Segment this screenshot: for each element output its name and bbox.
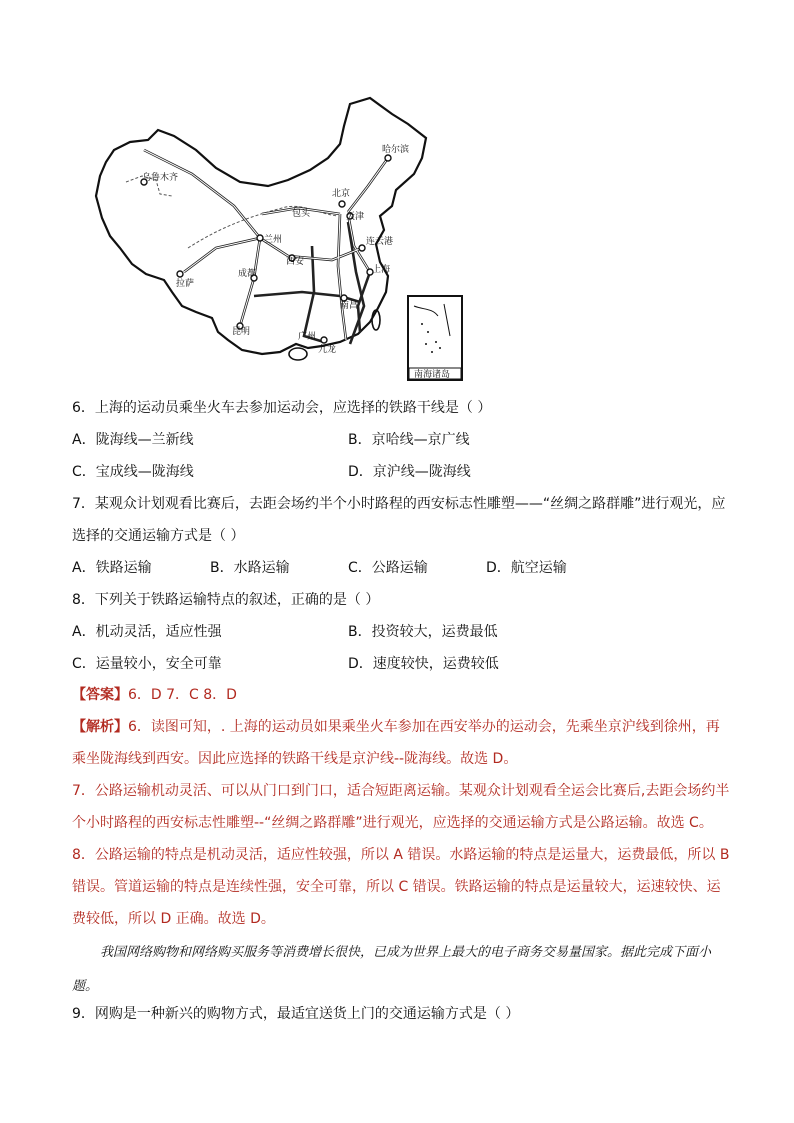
rail-jingjiu <box>348 222 364 344</box>
analysis-6-part2: 乘坐陇海线到西安。因此应选择的铁路干线是京沪线--陇海线。故选 D。 <box>72 751 518 767</box>
city-dot-harbin <box>385 155 391 161</box>
answer-line <box>72 685 237 705</box>
railway-map-svg <box>92 96 470 386</box>
q7-stem-line2: 选择的交通运输方式是（ ） <box>72 528 245 544</box>
q8-option-d[interactable]: D．速度较快，运费较低 <box>348 656 499 672</box>
q7-option-c[interactable]: C．公路运输 <box>348 560 428 576</box>
analysis-tag: 【解析】 <box>72 719 128 735</box>
south-sea-inset <box>408 296 462 380</box>
q6-option-d[interactable]: D．京沪线—陇海线 <box>348 464 471 480</box>
map-label-lhasa: 拉萨 <box>176 279 195 289</box>
city-dot-beijing <box>339 201 345 207</box>
answer-tag: 【答案】 <box>72 687 128 703</box>
railway-lines <box>144 150 391 344</box>
rail-qingzang <box>184 238 260 272</box>
analysis-8-part1: 8．公路运输的特点是机动灵活，适应性较强，所以 A 错误。水路运输的特点是运量大，运费最低，所以 B <box>72 847 730 863</box>
map-label-lianyungang: 连云港 <box>366 237 394 247</box>
hainan-island <box>289 348 307 360</box>
analysis-line-1 <box>72 717 720 737</box>
map-label-lanzhou: 兰州 <box>264 235 283 245</box>
map-label-xian: 西安 <box>286 257 305 267</box>
q8-option-c[interactable]: C．运量较小，安全可靠 <box>72 656 222 672</box>
map-label-chengdu: 成都 <box>238 269 257 279</box>
q7-stem-line1: 7．某观众计划观看比赛后，去距会场约半个小时路程的西安标志性雕塑——“丝绸之路群雕”进行观光，应 <box>72 496 726 512</box>
map-label-nanchang: 南昌 <box>340 301 359 311</box>
q6-option-c[interactable]: C．宝成线—陇海线 <box>72 464 194 480</box>
q7-option-a[interactable]: A．铁路运输 <box>72 560 152 576</box>
inset-label: 南海诸岛 <box>414 370 451 380</box>
reading-passage: 我国网络购物和网络购买服务等消费增长很快，已成为世界上最大的电子商务交易量国家。据此完成下面小题。 <box>72 945 712 994</box>
analysis-8-part2: 错误。管道运输的特点是连续性强，安全可靠，所以 C 错误。铁路运输的特点是运量较大，运速较快、运 <box>72 879 721 895</box>
q7-option-b[interactable]: B．水路运输 <box>210 560 290 576</box>
city-dot-guangzhou <box>321 337 327 343</box>
china-outline <box>96 98 426 354</box>
analysis-7-part1: 7．公路运输机动灵活、可以从门口到门口，适合短距离运输。某观众计划观看全运会比赛后,去距会场约半 <box>72 783 730 799</box>
map-label-kunming: 昆明 <box>232 327 251 337</box>
analysis-7-part2: 个小时路程的西安标志性雕塑--“丝绸之路群雕”进行观光，应选择的交通运输方式是公路运输。故选 C。 <box>72 815 713 831</box>
q6-option-b[interactable]: B．京哈线—京广线 <box>348 432 470 448</box>
china-railway-map <box>92 96 470 386</box>
q6-option-a[interactable]: A．陇海线—兰新线 <box>72 432 194 448</box>
map-label-harbin: 哈尔滨 <box>382 145 410 155</box>
analysis-8-part3: 费较低，所以 D 正确。故选 D。 <box>72 911 275 927</box>
city-dot-lanzhou <box>257 235 263 241</box>
q6-stem: 6．上海的运动员乘坐火车去参加运动会，应选择的铁路干线是（ ） <box>72 400 492 416</box>
map-label-jiulong: 九龙 <box>318 345 337 355</box>
answer-text: 6．D 7．C 8．D <box>128 687 237 703</box>
map-label-beijing: 北京 <box>332 189 351 199</box>
map-label-tianjin: 天津 <box>346 212 365 222</box>
q8-option-a[interactable]: A．机动灵活，适应性强 <box>72 624 222 640</box>
q8-stem: 8．下列关于铁路运输特点的叙述，正确的是（ ） <box>72 592 380 608</box>
q8-option-b[interactable]: B．投资较大，运费最低 <box>348 624 498 640</box>
city-dot-lianyungang <box>359 245 365 251</box>
q9-stem: 9．网购是一种新兴的购物方式，最适宜送货上门的交通运输方式是（ ） <box>72 1006 520 1022</box>
city-dot-lhasa <box>177 271 183 277</box>
q7-option-d[interactable]: D．航空运输 <box>486 560 567 576</box>
map-label-baotou: 包头 <box>292 209 311 219</box>
map-label-guangzhou: 广州 <box>298 332 317 342</box>
map-label-urumqi: 乌鲁木齐 <box>142 173 179 183</box>
map-label-shanghai: 上海 <box>372 265 391 275</box>
analysis-6-part1: 6．读图可知，. 上海的运动员如果乘坐火车参加在西安举办的运动会，先乘坐京沪线到徐州，再 <box>128 719 720 735</box>
